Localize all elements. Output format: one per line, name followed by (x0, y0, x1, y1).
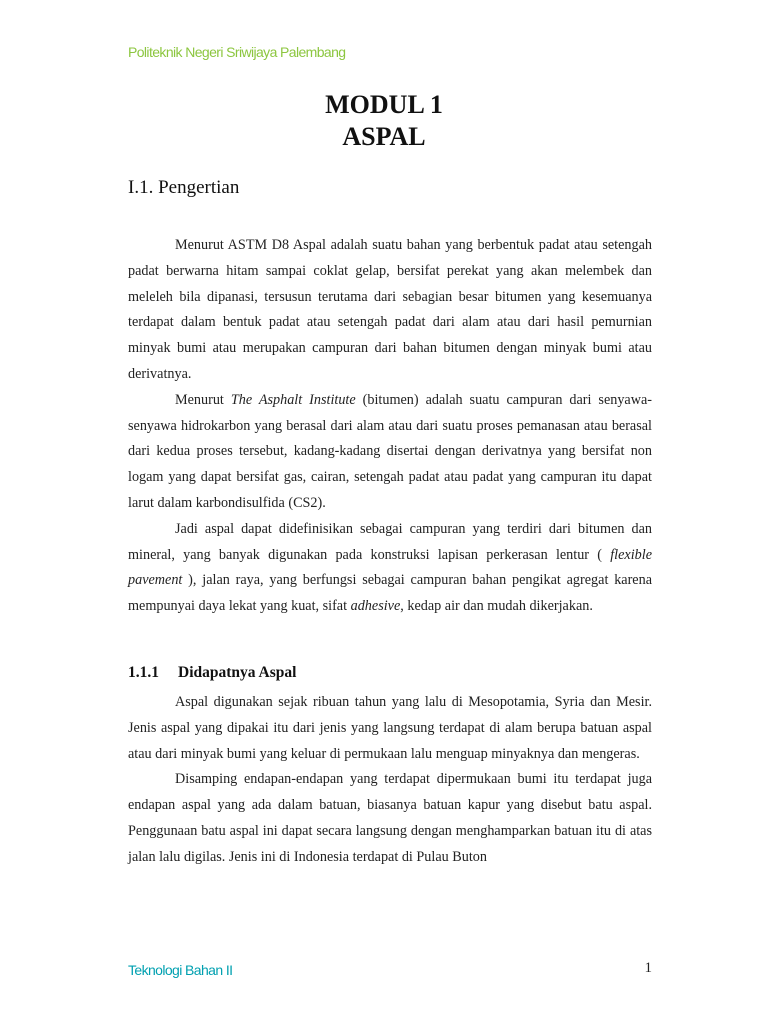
text-span: (bitumen) adalah suatu campuran dari senyawa-senyawa hidrokarbon yang berasal dari alam atau dari suatu proses pemanasan atau berasal dari kedua proses tersebut, kadang-kadang disertai dengan derivatnya yang bersifat non logam yang dapat bersifat gas, cairan, setengah padat atau padat yang campuran itu dapat larut dalam karbondisulfida (CS2). (128, 391, 652, 511)
text-span: , kedap air dan mudah dikerjakan. (400, 598, 593, 615)
subsection-title: Didapatnya Aspal (178, 664, 297, 681)
subsection-heading-didapatnya-aspal (128, 664, 296, 682)
italic-term-asphalt-institute: The Asphalt Institute (230, 391, 356, 408)
italic-term-adhesive: adhesive (350, 598, 401, 615)
text-span: Menurut (175, 391, 231, 408)
page-header-institution: Politeknik Negeri Sriwijaya Palembang (128, 44, 346, 60)
section-body-pengertian (128, 233, 652, 620)
document-title-topic: ASPAL (342, 122, 426, 151)
section-heading-pengertian: I.1. Pengertian (128, 177, 240, 198)
text-span: Jadi aspal dapat didefinisikan sebagai campuran yang terdiri dari bitumen dan mineral, yang banyak digunakan pada konstruksi lapisan perkerasan lentur ( (128, 520, 652, 563)
paragraph-batu-aspal: Disamping endapan-endapan yang terdapat dipermukaan bumi itu terdapat juga endapan aspal yang ada dalam batuan, biasanya batuan kapur yang disebut batu aspal. Penggunaan batu aspal ini dapat secara langsung dengan menghamparkan batuan itu di atas jalan lalu digilas. Jenis ini di Indonesia terdapat di Pulau Buton (128, 771, 652, 865)
page-number: 1 (644, 960, 652, 976)
paragraph-asphalt-institute (128, 388, 652, 517)
page-footer-course: Teknologi Bahan II (128, 962, 233, 978)
paragraph-aspal-definition (128, 517, 652, 620)
italic-term-flexible-pavement: flexible pavement (128, 546, 652, 589)
paragraph-astm-definition: Menurut ASTM D8 Aspal adalah suatu bahan yang berbentuk padat atau setengah padat berwarna hitam sampai coklat gelap, bersifat perekat yang akan melembek dan meleleh bila dipanasi, tersusun terutama dari sebagian besar bitumen yang kesemuanya terdapat dalam bentuk padat atau setengah padat dari alam atau dari hasil pemurnian minyak bumi atau merupakan campuran dari bahan bitumen dengan minyak bumi atau derivatnya. (128, 237, 652, 382)
subsection-number: 1.1.1 (128, 664, 159, 681)
paragraph-history: Aspal digunakan sejak ribuan tahun yang lalu di Mesopotamia, Syria dan Mesir. Jenis aspal yang dipakai itu dari jenis yang langsung terdapat di alam berupa batuan aspal atau dari minyak bumi yang keluar di permukaan lalu menguap minyaknya dan mengeras. (128, 694, 652, 762)
subsection-body-didapatnya-aspal (128, 690, 652, 871)
document-title-modul: MODUL 1 (325, 90, 443, 119)
text-span: ), jalan raya, yang berfungsi sebagai campuran bahan pengikat agregat karena mempunyai daya lekat yang kuat, sifat (128, 572, 652, 615)
